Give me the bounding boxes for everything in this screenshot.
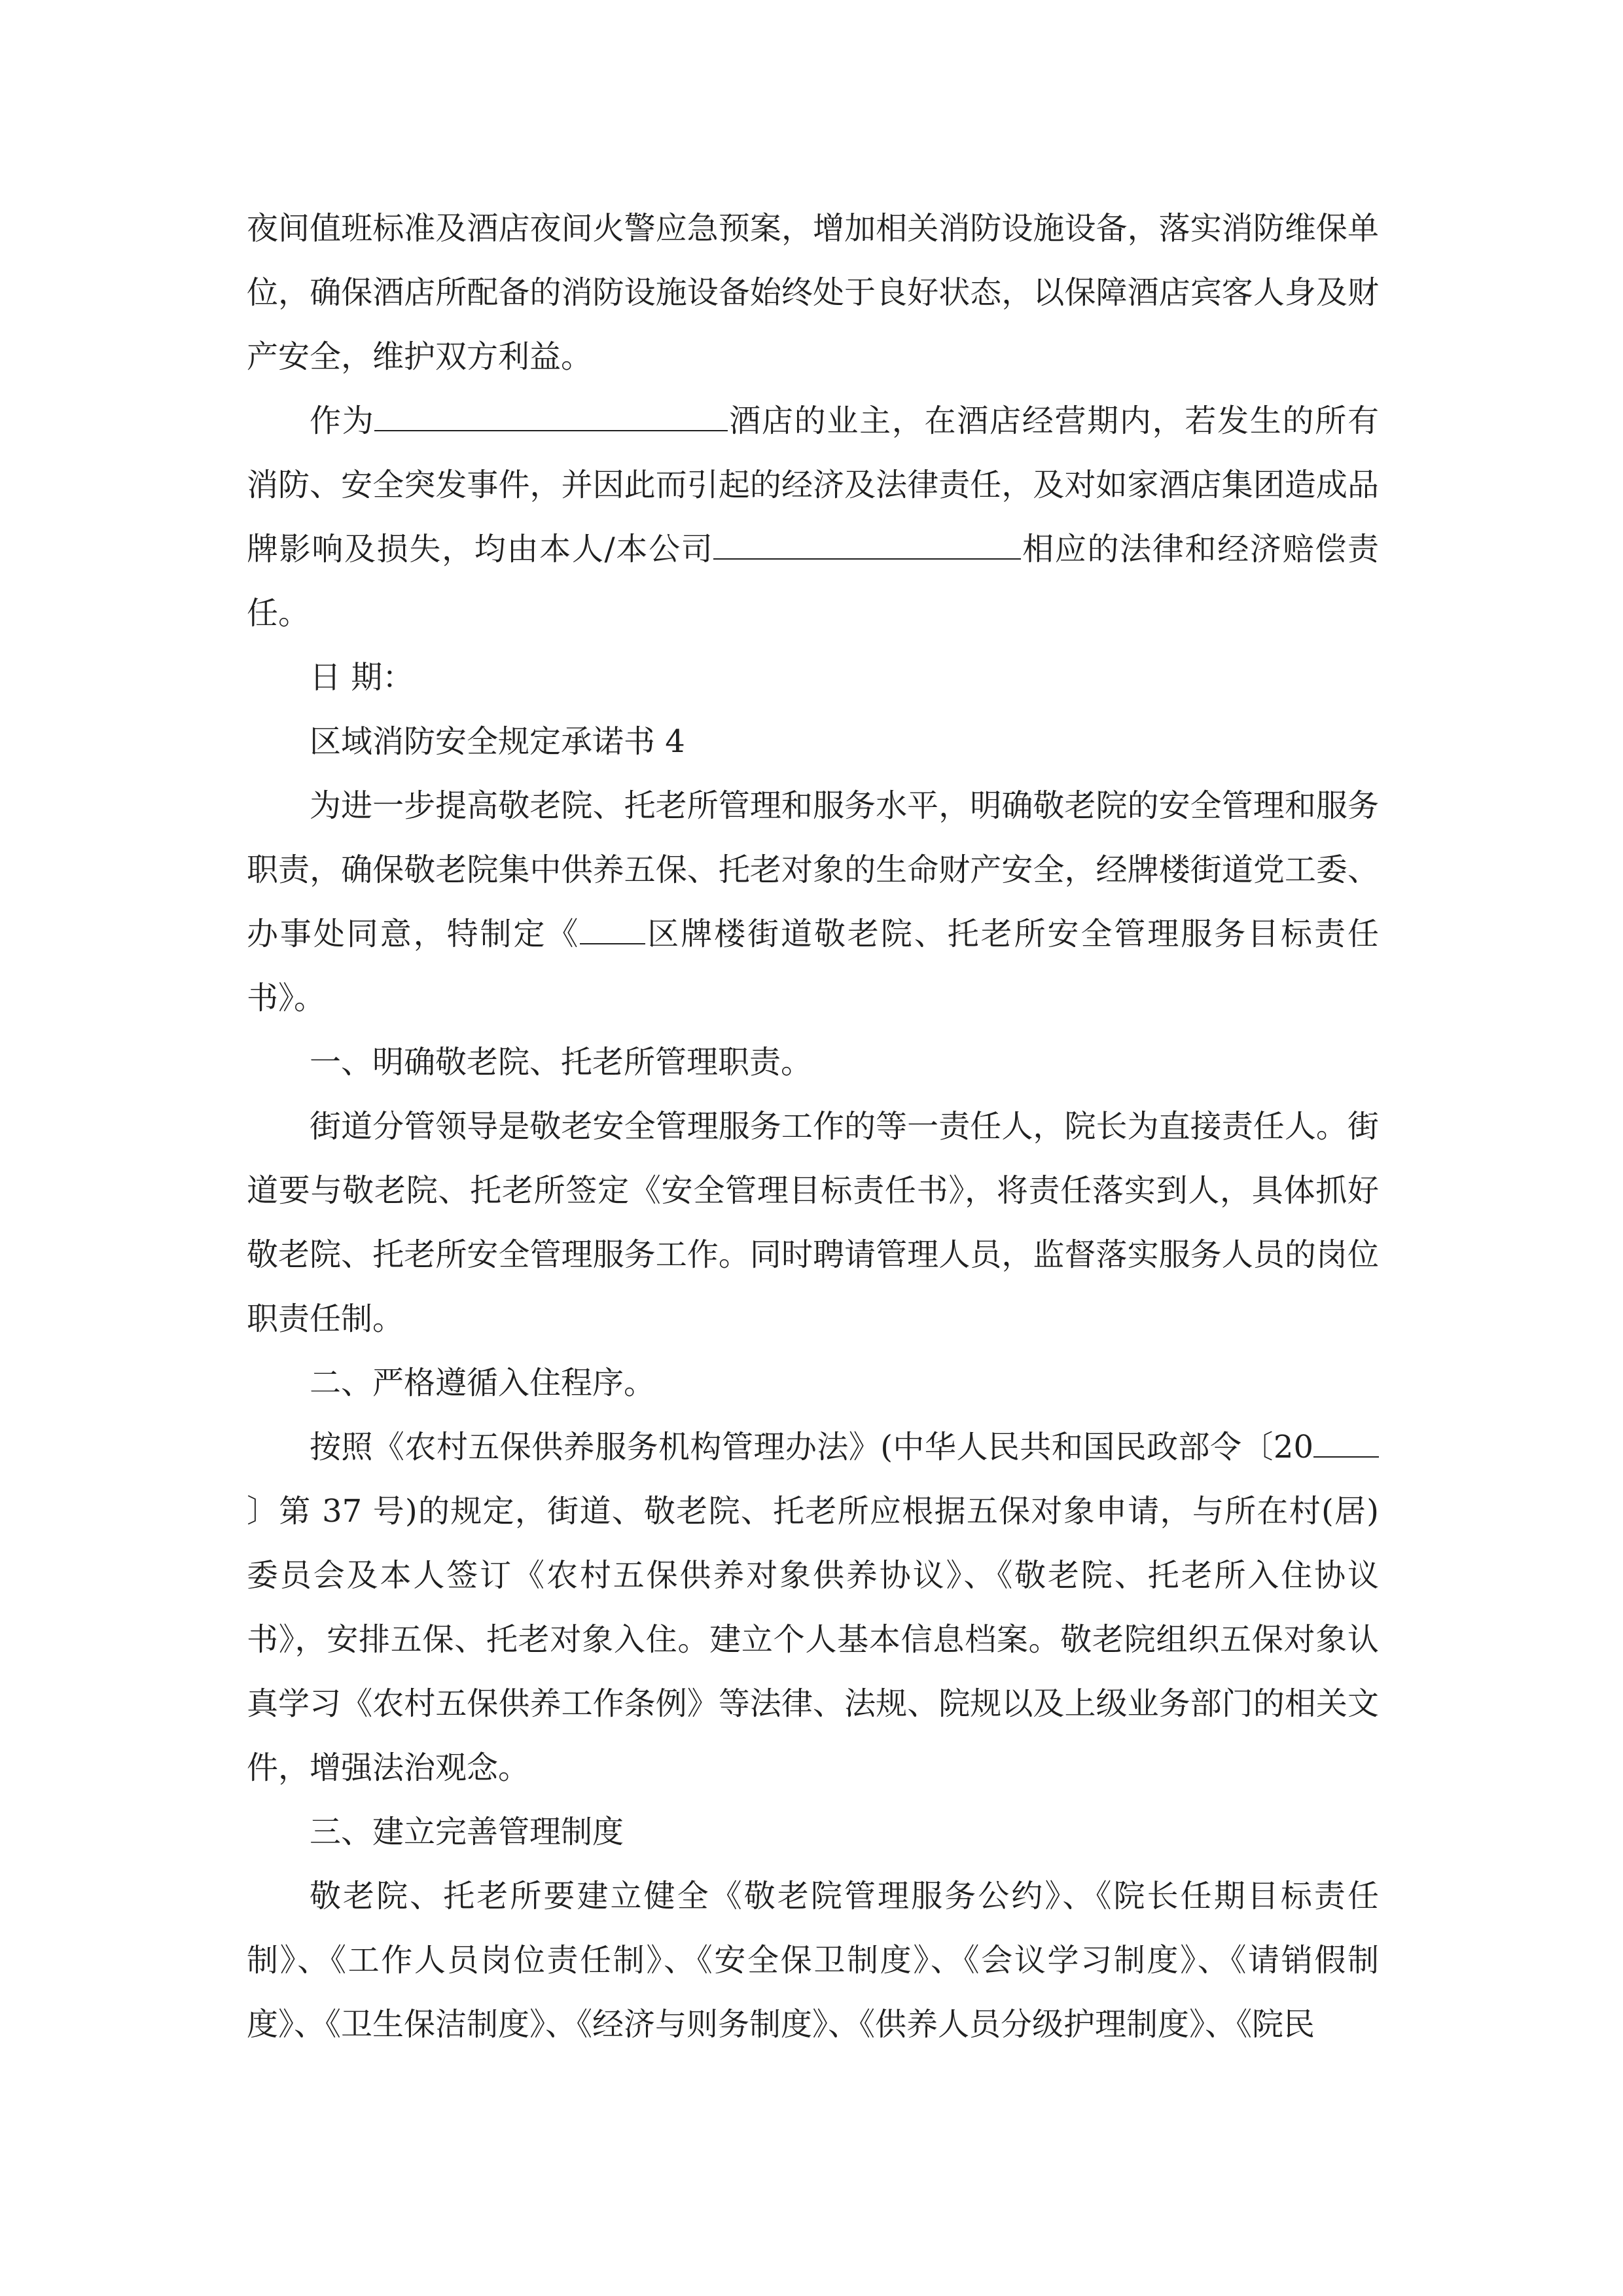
responsibility-blank: [713, 529, 1021, 560]
paragraph-management-duty: 街道分管领导是敬老安全管理服务工作的等一责任人，院长为直接责任人。街道要与敬老院、托老所签定《安全管理目标责任书》，将责任落实到人，具体抓好敬老院、托老所安全管理服务工作。同时聘请管理人员，监督落实服务人员的岗位职责任制。: [247, 1108, 1379, 1337]
year-blank: [1313, 1427, 1379, 1458]
paragraph-text: 为进一步提高敬老院、托老所管理和服务水平，明确敬老院的安全管理和服务职责，确保敬老院集中供养五保、托老对象的生命财产安全，经牌楼街道党工委、办事处同意，特制定《: [247, 787, 1379, 952]
paragraph-admission: [247, 1415, 1379, 1800]
paragraph-intro: [247, 774, 1379, 1030]
paragraph-text: 相应的法律和经济赔偿责任。: [247, 531, 1379, 632]
paragraph-owner-commitment: [247, 389, 1379, 645]
paragraph-text: 作为: [310, 403, 375, 439]
paragraph-text: 酒店的业主，在酒店经营期内，若发生的所有消防、安全突发事件，并因此而引起的经济及法律责任，及对如家酒店集团造成品牌影响及损失，均由本人/本公司: [247, 403, 1379, 567]
heading-two: 二、严格遵循入住程序。: [310, 1365, 656, 1401]
paragraph-text: 区牌楼街道敬老院、托老所安全管理服务目标责任书》。: [247, 916, 1379, 1016]
paragraph-text: 〕第 37 号)的规定，街道、敬老院、托老所应根据五保对象申请，与所在村(居)委员会及本人签订《农村五保供养对象供养协议》、《敬老院、托老所入住协议书》，安排五保、托老对象入住。建立个人基本信息档案。敬老院组织五保对象认真学习《农村五保供养工作条例》等法律、法规、院规以及上级业务部门的相关文件，增强法治观念。: [247, 1493, 1379, 1786]
paragraph-text: 按照《农村五保供养服务机构管理办法》(中华人民共和国民政部令〔20: [310, 1429, 1313, 1465]
document-body: [247, 196, 1379, 2056]
date-line: 日 期：: [310, 659, 414, 696]
paragraph-fire-duty: 夜间值班标准及酒店夜间火警应急预案，增加相关消防设施设备，落实消防维保单位，确保酒店所配备的消防设施设备始终处于良好状态，以保障酒店宾客人身及财产安全，维护双方利益。: [247, 210, 1379, 375]
heading-one: 一、明确敬老院、托老所管理职责。: [310, 1044, 813, 1081]
district-blank: [580, 914, 645, 944]
hotel-name-blank: [374, 401, 728, 431]
heading-three: 三、建立完善管理制度: [310, 1814, 624, 1850]
paragraph-rules: 敬老院、托老所要建立健全《敬老院管理服务公约》、《院长任期目标责任制》、《工作人员岗位责任制》、《安全保卫制度》、《会议学习制度》、《请销假制度》、《卫生保洁制度》、《经济与则务制度》、《供养人员分级护理制度》、《院民: [247, 1878, 1379, 2043]
section-title: 区域消防安全规定承诺书 4: [310, 723, 685, 760]
